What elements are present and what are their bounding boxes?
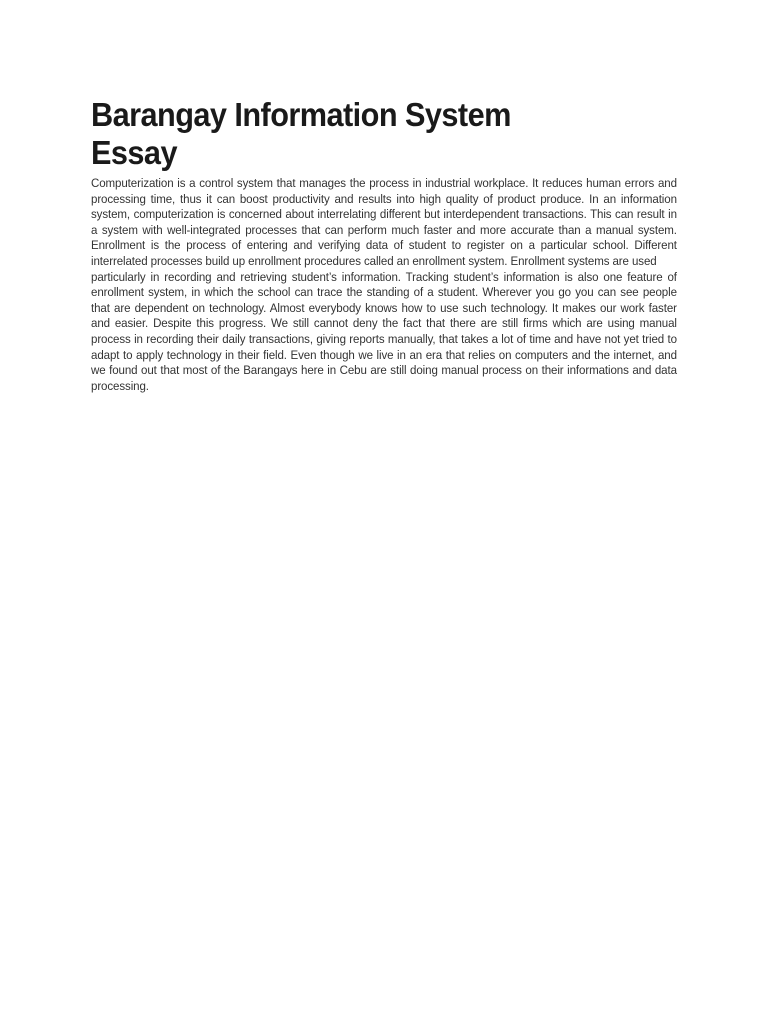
essay-body: [91, 176, 677, 394]
essay-title-line-2: Essay: [91, 134, 177, 171]
essay-paragraph-part-1: Computerization is a control system that manages the process in industrial workplace. It reduces human errors and processing time, thus it can boost productivity and results into high quality of product produce. In an information system, computerization is concerned about interrelating different but interdependent transactions. This can result in a system with well-integrated processes that can perform much faster and more accurate than a manual system. Enrollment is the process of entering and verifying data of student to register on a particular school. Different interrelated processes build up enrollment procedures called an enrollment system. Enrollment systems are used: [91, 176, 677, 268]
essay-title-line-1: Barangay Information System: [91, 96, 511, 133]
document-page: [91, 96, 677, 394]
essay-paragraph-part-2: particularly in recording and retrieving student’s information. Tracking student’s information is also one feature of enrollment system, in which the school can trace the standing of a student. Wherever you go you can see people that are dependent on technology. Almost everybody knows how to use such technology. It makes our work faster and easier. Despite this progress. We still cannot deny the fact that there are still firms which are using manual process in recording their daily transactions, giving reports manually, that takes a lot of time and have not yet tried to adapt to apply technology in their field. Even though we live in an era that relies on computers and the internet, and we found out that most of the Barangays here in Cebu are still doing manual process on their informations and data processing.: [91, 269, 677, 393]
essay-title: [91, 96, 649, 172]
